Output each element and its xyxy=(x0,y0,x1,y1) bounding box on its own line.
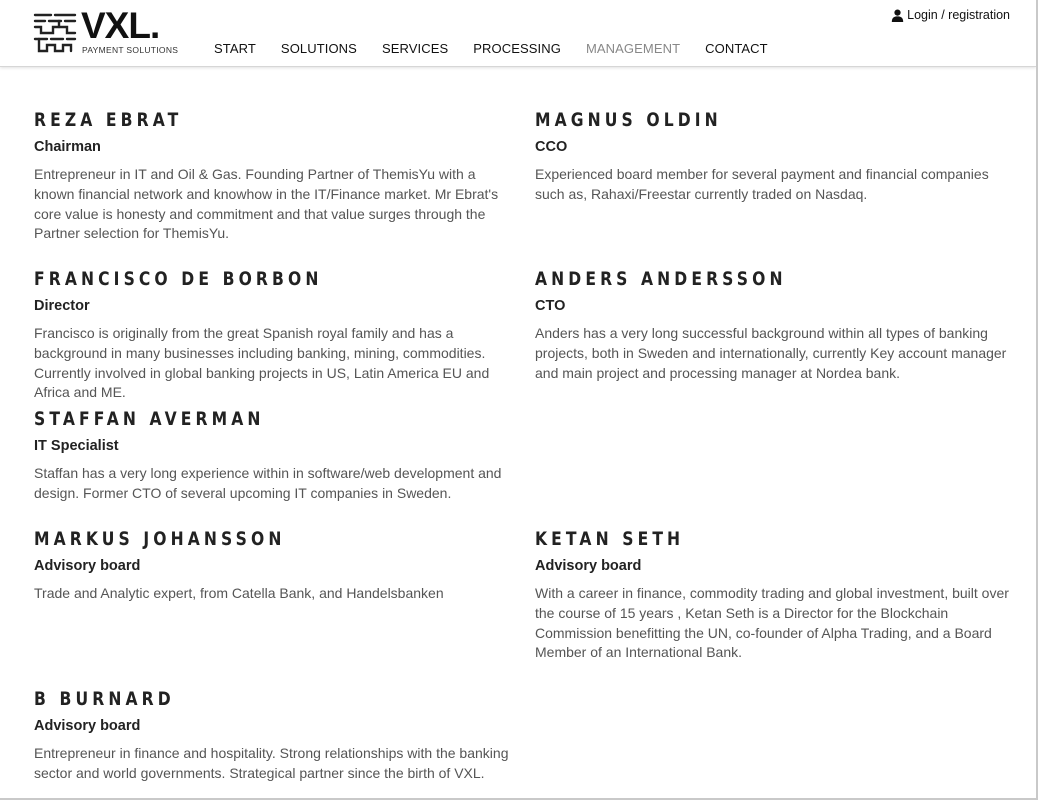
user-icon xyxy=(891,9,904,22)
main-nav xyxy=(214,41,793,56)
member-bio: With a career in finance, commodity trading and global investment, built over the course of 15 years , Ketan Seth is a Director for the Blockchain Commission benefitting the UN, co-founder of Alpha Trading, and a Board Member of an International Bank. xyxy=(535,585,1009,661)
member-bio: Entrepreneur in finance and hospitality. Strong relationships with the banking sector and world governments. Strategical partner since the birth of VXL. xyxy=(34,745,509,781)
member-bio: Trade and Analytic expert, from Catella Bank, and Handelsbanken xyxy=(34,585,444,601)
team-member-markus-johansson xyxy=(34,526,509,618)
vxl-logo[interactable] xyxy=(33,5,179,58)
member-role: Advisory board xyxy=(34,558,141,574)
member-name: KETAN SETH xyxy=(535,528,685,550)
member-name: MAGNUS OLDIN xyxy=(535,109,722,131)
nav-item-services[interactable]: SERVICES xyxy=(381,41,449,56)
member-role: Director xyxy=(34,298,90,314)
nav-item-solutions[interactable]: SOLUTIONS xyxy=(280,41,357,56)
login-registration-link[interactable] xyxy=(891,8,1010,22)
login-label: Login / registration xyxy=(907,8,1010,22)
site-header xyxy=(0,0,1036,67)
member-name: B BURNARD xyxy=(34,688,175,710)
member-name: ANDERS ANDERSSON xyxy=(535,268,787,290)
member-bio: Staffan has a very long experience within in software/web development and design. Former CTO of several upcoming IT companies in Sweden. xyxy=(34,465,502,501)
team-member-magnus-oldin xyxy=(535,107,1010,219)
member-name: REZA EBRAT xyxy=(34,109,183,131)
member-bio: Entrepreneur in IT and Oil & Gas. Founding Partner of ThemisYu with a known financial network and knowhow in the IT/Finance market. Mr Ebrat's core value is honesty and commitment and that value surges through the Partner selection for ThemisYu. xyxy=(34,166,499,242)
member-bio: Anders has a very long successful background within all types of banking projects, both in Sweden and internationally, currently Key account manager and main project and processing manager at Nordea bank. xyxy=(535,325,1007,381)
logo-maze-icon xyxy=(33,11,77,55)
member-role: CTO xyxy=(535,298,566,314)
member-name: MARKUS JOHANSSON xyxy=(34,528,286,550)
team-member-staffan-averman xyxy=(34,406,509,518)
nav-item-contact[interactable]: CONTACT xyxy=(705,41,768,56)
team-member-b-burnard xyxy=(34,686,509,798)
member-name: STAFFAN AVERMAN xyxy=(34,408,265,430)
team-member-ketan-seth xyxy=(535,526,1010,677)
team-member-reza-ebrat xyxy=(34,107,509,258)
nav-item-start[interactable]: START xyxy=(214,41,256,56)
member-role: Advisory board xyxy=(34,718,141,734)
member-role: Advisory board xyxy=(535,558,642,574)
nav-item-processing[interactable]: PROCESSING xyxy=(473,41,561,56)
team-member-anders-andersson xyxy=(535,266,1010,397)
member-bio: Experienced board member for several payment and financial companies such as, Rahaxi/Freestar currently traded on Nasdaq. xyxy=(535,166,989,202)
member-bio: Francisco is originally from the great Spanish royal family and has a background in many businesses including banking, mining, commodities. Currently involved in global banking projects in US, Latin America EU and Africa and ME. xyxy=(34,325,490,401)
team-member-francisco-de-borbon xyxy=(34,266,509,417)
member-name: FRANCISCO DE BORBON xyxy=(34,268,323,290)
member-role: CCO xyxy=(535,139,568,155)
brand-tagline: PAYMENT SOLUTIONS xyxy=(82,45,179,55)
brand-name: VXL. xyxy=(81,5,160,46)
nav-item-management[interactable]: MANAGEMENT xyxy=(585,41,681,56)
member-role: Chairman xyxy=(34,139,101,155)
member-role: IT Specialist xyxy=(34,438,119,454)
